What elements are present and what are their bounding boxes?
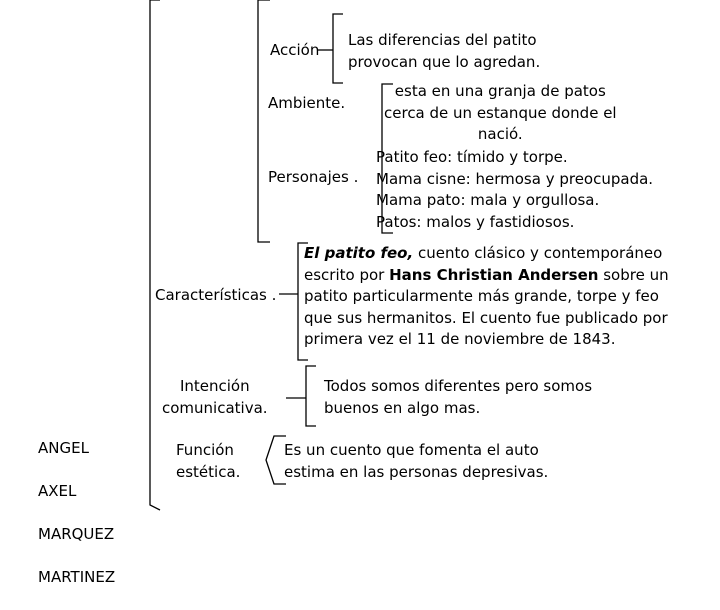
intencion-text: Todos somos diferentes pero somos buenos en algo mas. (324, 377, 593, 417)
story-author: Hans Christian Andersen (389, 265, 599, 284)
accion-label: Acción (270, 41, 320, 59)
upper-bracket (258, 0, 270, 242)
intencion-label: Intención comunicativa. (162, 377, 268, 417)
ambiente-text: esta en una granja de patos cerca de un estanque donde el nació. (384, 82, 617, 143)
main-bracket (150, 0, 160, 510)
author-line-1: ANGEL (38, 438, 89, 457)
caracteristicas-text (304, 243, 690, 351)
intencion-brace (306, 366, 316, 426)
funcion-brace (266, 436, 286, 484)
personajes-label: Personajes . (268, 168, 359, 186)
author-line-3: MARQUEZ (38, 524, 115, 543)
caracteristicas-text-b: sobre un patito particularmente más grande, torpe y feo que sus hermanitos. El cuento fue publicado por primera vez el 11 de noviembre de 1843. (304, 265, 669, 348)
funcion-label: Función estética. (176, 441, 241, 481)
accion-text: Las diferencias del patito provocan que lo agredan. (348, 31, 541, 71)
author-line-2: AXEL (38, 481, 77, 500)
caracteristicas-label: Características . (155, 286, 277, 304)
personajes-text: Patito feo: tímido y torpe. Mama cisne: hermosa y preocupada. Mama pato: mala y orgullosa. Patos: malos y fastidiosos. (376, 148, 654, 231)
funcion-text: Es un cuento que fomenta el auto estima en las personas depresivas. (284, 441, 549, 481)
author-line-4: MARTINEZ (38, 567, 116, 586)
caracteristicas-text-a: cuento clásico y contemporáneo escrito por (304, 244, 663, 284)
ambiente-label: Ambiente. (268, 94, 346, 112)
accion-brace (333, 14, 343, 83)
author-name (38, 416, 115, 610)
story-title: El patito feo, (304, 244, 414, 262)
